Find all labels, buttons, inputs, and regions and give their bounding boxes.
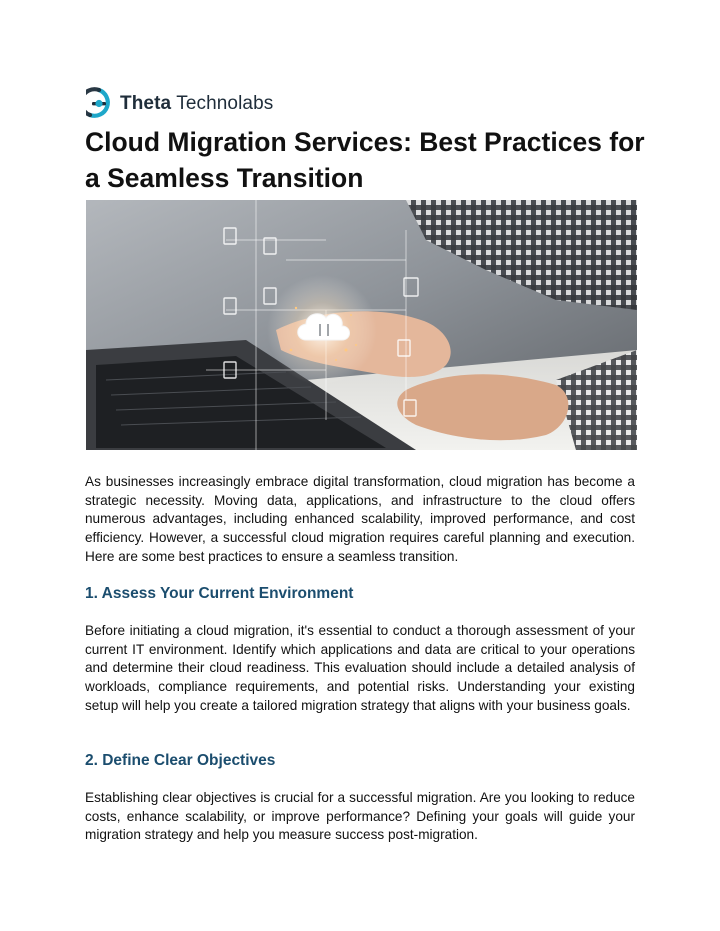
section-body: Before initiating a cloud migration, it's essential to conduct a thorough assessment of your current IT environment. Identify which applications and data are critical to your operations and determine their cloud readiness. This evaluation should include a detailed analysis of workloads, compliance requirements, and potential risks. Understanding your existing setup will help you create a tailored migration strategy that aligns with your business goals. <box>85 623 635 713</box>
hero-illustration <box>86 200 637 450</box>
section-heading: 1. Assess Your Current Environment <box>85 585 354 602</box>
article-title: Cloud Migration Services: Best Practices for a Seamless Transition <box>85 127 645 193</box>
brand-name-bold: Theta <box>120 93 172 114</box>
theta-logo-icon <box>86 87 112 121</box>
brand-name-light: Technolabs <box>171 93 274 114</box>
section-heading: 2. Define Clear Objectives <box>85 752 276 769</box>
brand-logo <box>86 86 273 122</box>
intro-paragraph: As businesses increasingly embrace digital transformation, cloud migration has become a strategic necessity. Moving data, applications, and infrastructure to the cloud offers numerous advantages, including enhanced scalability, improved performance, and cost efficiency. However, a successful cloud migration requires careful planning and execution. Here are some best practices to ensure a seamless transition. <box>85 474 635 564</box>
section-body: Establishing clear objectives is crucial for a successful migration. Are you looking to reduce costs, enhance scalability, or improve performance? Defining your goals will guide your migration strategy and help you measure success post-migration. <box>85 790 635 843</box>
brand-name <box>120 93 273 115</box>
hero-image <box>86 200 637 450</box>
